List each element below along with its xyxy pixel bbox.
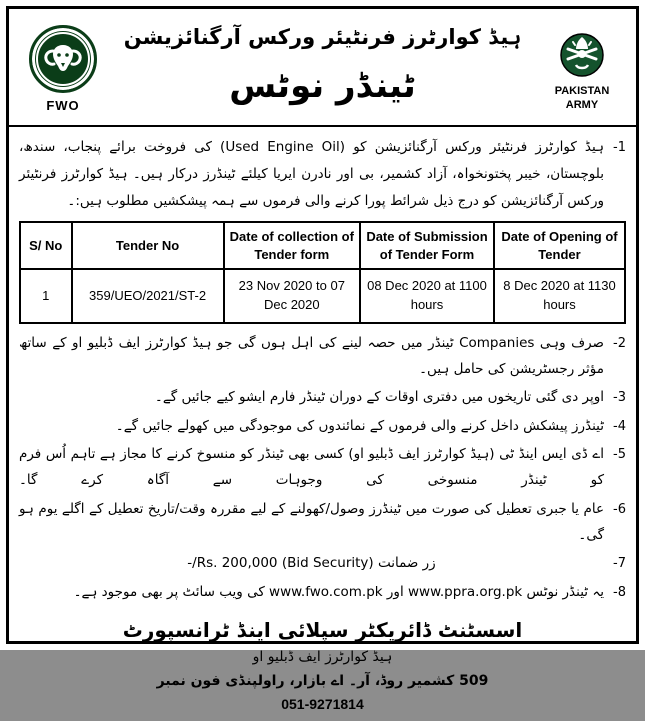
clause-5-text: اے ڈی ایس اینڈ ٹی (ہیڈ کوارٹرز ایف ڈبلیو او) کسی بھی ٹینڈر کو منسوخ کرنے کا مجاز ہے تاہم اُس فرم کو ٹینڈر منسوخی کی وجوہات سے آگاہ کرے گا۔ bbox=[19, 446, 604, 489]
document-footer bbox=[19, 611, 626, 721]
clause-4-number: 4- bbox=[613, 418, 626, 434]
clause-6-number: 6- bbox=[613, 501, 626, 517]
title-block bbox=[117, 9, 528, 125]
clause-6 bbox=[19, 496, 626, 549]
fwo-logo-block bbox=[9, 9, 117, 125]
clause-8-text: یہ ٹینڈر نوٹس www.ppra.org.pk اور www.fwo.com.pk کی ویب سائٹ پر بھی موجود ہے۔ bbox=[73, 583, 604, 600]
column-header-opening-date: Date of Opening of Tender bbox=[494, 222, 625, 269]
ram-head-logo-icon bbox=[29, 25, 97, 93]
clause-7-text: زر ضمانت (Bid Security) Rs. 200,000/- bbox=[187, 555, 436, 572]
clause-7-number: 7- bbox=[613, 556, 626, 572]
cell-tender-no: 359/UEO/2021/ST-2 bbox=[72, 269, 224, 323]
army-caption-line2: ARMY bbox=[565, 98, 599, 111]
army-caption bbox=[555, 85, 610, 113]
tender-details-table bbox=[19, 221, 626, 324]
column-header-submission-date: Date of Submission of Tender Form bbox=[360, 222, 494, 269]
signatory-title: اسسٹنٹ ڈائریکٹر سپلائی اینڈ ٹرانسپورٹ bbox=[122, 618, 523, 643]
column-header-sno: S/ No bbox=[20, 222, 72, 269]
document-body bbox=[9, 127, 636, 721]
table-row bbox=[20, 269, 625, 323]
document-frame bbox=[6, 6, 639, 712]
clause-7 bbox=[19, 550, 626, 576]
clause-5 bbox=[19, 441, 626, 494]
cell-collection-date: 23 Nov 2020 to 07 Dec 2020 bbox=[224, 269, 360, 323]
clause-3-text: اوپر دی گئی تاریخوں میں دفتری اوقات کے دوران ٹینڈر فارم ایشو کیے جائیں گے۔ bbox=[154, 389, 604, 406]
clause-2-number: 2- bbox=[613, 335, 626, 351]
column-header-collection-date: Date of collection of Tender form bbox=[224, 222, 360, 269]
clause-6-text: عام یا جبری تعطیل کی صورت میں ٹینڈرز وصول/کھولنے کے لیے مقررہ وقت/تاریخ تعطیل کے اگلے یوم ہو گی۔ bbox=[19, 500, 604, 544]
cell-opening-date: 8 Dec 2020 at 1130 hours bbox=[494, 269, 625, 323]
clause-4 bbox=[19, 413, 626, 439]
document-header bbox=[9, 9, 636, 127]
clause-4-text: ٹینڈرز پیشکش داخل کرنے والی فرموں کے نمائندوں کی موجودگی میں کھولے جائیں گے۔ bbox=[115, 417, 604, 434]
clause-8 bbox=[19, 579, 626, 605]
clause-1-number: 1- bbox=[613, 140, 626, 155]
clause-8-number: 8- bbox=[613, 584, 626, 600]
clause-1-text: ہیڈ کوارٹرز فرنٹیئر ورکس آرگنائزیشن کو (Used Engine Oil) کی فروخت برائے پنجاب، سندھ، بلوچستان، خیبر پختونخواہ، آزاد کشمیر، بی اور نادرن ایریا کیلئے ٹینڈرز درکار ہیں۔ ہیڈ کوارٹرز فرنٹیئر ورکس آرگنائزیشن کو درج ذیل شرائط پورا کرنے والی فرموں سے ہمہ پیشکشیں مطلوب ہیں:۔ bbox=[19, 139, 604, 209]
cell-sno: 1 bbox=[20, 269, 72, 323]
table-header-row bbox=[20, 222, 625, 269]
organisation-title: ہیڈ کوارٹرز فرنٹیئر ورکس آرگنائزیشن bbox=[123, 25, 522, 50]
clause-5-number: 5- bbox=[613, 447, 626, 463]
pakistan-army-crest-icon bbox=[553, 24, 611, 82]
clause-2 bbox=[19, 330, 626, 383]
signatory-office: ہیڈ کوارٹرز ایف ڈبلیو او bbox=[252, 649, 393, 666]
clause-3 bbox=[19, 384, 626, 410]
clause-2-text: صرف وہی Companies ٹینڈر میں حصہ لینے کی اہل ہوں گی جو ہیڈ کوارٹرز ایف ڈبلیو او کے ساتھ مؤثر رجسٹریشن کی حامل ہیں۔ bbox=[19, 334, 605, 378]
army-caption-line1: PAKISTAN bbox=[554, 84, 610, 97]
clause-1 bbox=[19, 134, 626, 215]
column-header-tender-no: Tender No bbox=[72, 222, 224, 269]
cell-submission-date: 08 Dec 2020 at 1100 hours bbox=[360, 269, 494, 323]
clause-3-number: 3- bbox=[613, 390, 626, 406]
fwo-logo-caption: FWO bbox=[46, 98, 80, 113]
footer-phone: 051-9271814 bbox=[281, 695, 364, 712]
footer-address: 509 کشمیر روڈ، آر۔ اے بازار، راولپنڈی فون نمبر bbox=[156, 672, 489, 689]
army-logo-block bbox=[528, 9, 636, 125]
document-title: ٹینڈر نوٹس bbox=[229, 65, 416, 106]
